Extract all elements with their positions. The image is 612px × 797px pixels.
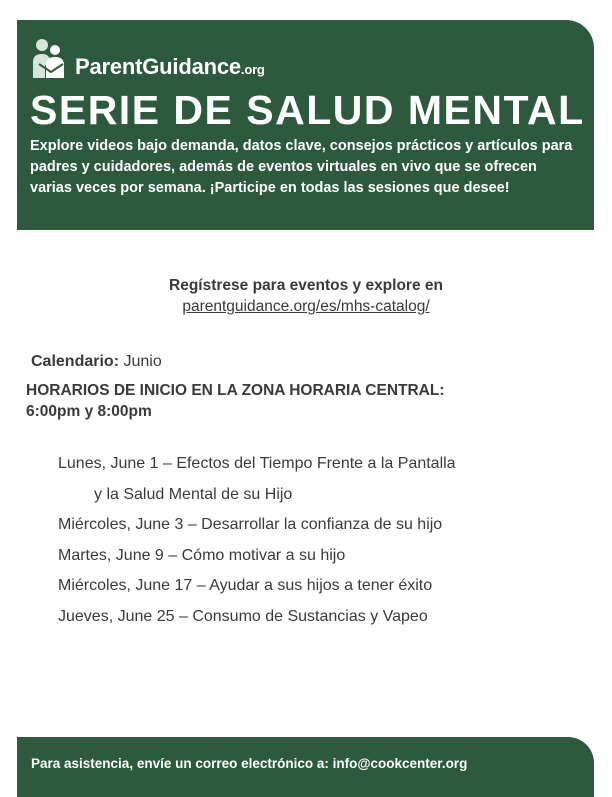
calendar-label: Calendario:	[31, 353, 120, 370]
start-times-value: 6:00pm y 8:00pm	[26, 403, 152, 420]
page-title: SERIE DE SALUD MENTAL	[30, 87, 585, 133]
logo	[31, 38, 265, 78]
catalog-link[interactable]: parentguidance.org/es/mhs-catalog/	[182, 298, 430, 315]
calendar-line	[31, 351, 162, 373]
event-item	[58, 510, 456, 541]
footer-contact-text: Para asistencia, envíe un correo electrónico a: info@cookcenter.org	[31, 756, 468, 771]
event-title-continued: y la Salud Mental de su Hijo	[94, 485, 293, 503]
event-title: Miércoles, June 17 – Ayudar a sus hijos a tener éxito	[58, 577, 433, 594]
calendar-month: Junio	[123, 353, 162, 370]
brand-suffix: .org	[240, 62, 265, 77]
event-item	[58, 571, 456, 602]
brand-main: ParentGuidance	[75, 54, 241, 79]
event-title: Martes, June 9 – Cómo motivar a su hijo	[58, 546, 346, 564]
parents-icon	[31, 38, 67, 78]
footer-banner	[17, 737, 594, 797]
event-title: Miércoles, June 3 – Desarrollar la confianza de su hijo	[58, 516, 443, 533]
event-title: Jueves, June 25 – Consumo de Sustancias y Vapeo	[58, 607, 428, 625]
start-times-heading: HORARIOS DE INICIO EN LA ZONA HORARIA CENTRAL:	[26, 382, 445, 399]
register-section	[0, 276, 612, 318]
event-item	[58, 541, 456, 572]
brand-name	[75, 56, 265, 78]
event-title: Lunes, June 1 – Efectos del Tiempo Frente a la Pantalla	[58, 455, 456, 472]
event-item	[58, 602, 456, 633]
event-item	[58, 449, 456, 510]
event-list	[58, 449, 456, 632]
register-text: Regístrese para eventos y explore en	[169, 277, 443, 294]
intro-text: Explore videos bajo demanda, datos clave, consejos prácticos y artículos para padres y cuidadores, además de eventos virtuales en vivo que se ofrecen varias veces por semana. ¡Participe en todas las sesiones que desee!	[30, 138, 573, 196]
header-banner	[17, 20, 594, 230]
